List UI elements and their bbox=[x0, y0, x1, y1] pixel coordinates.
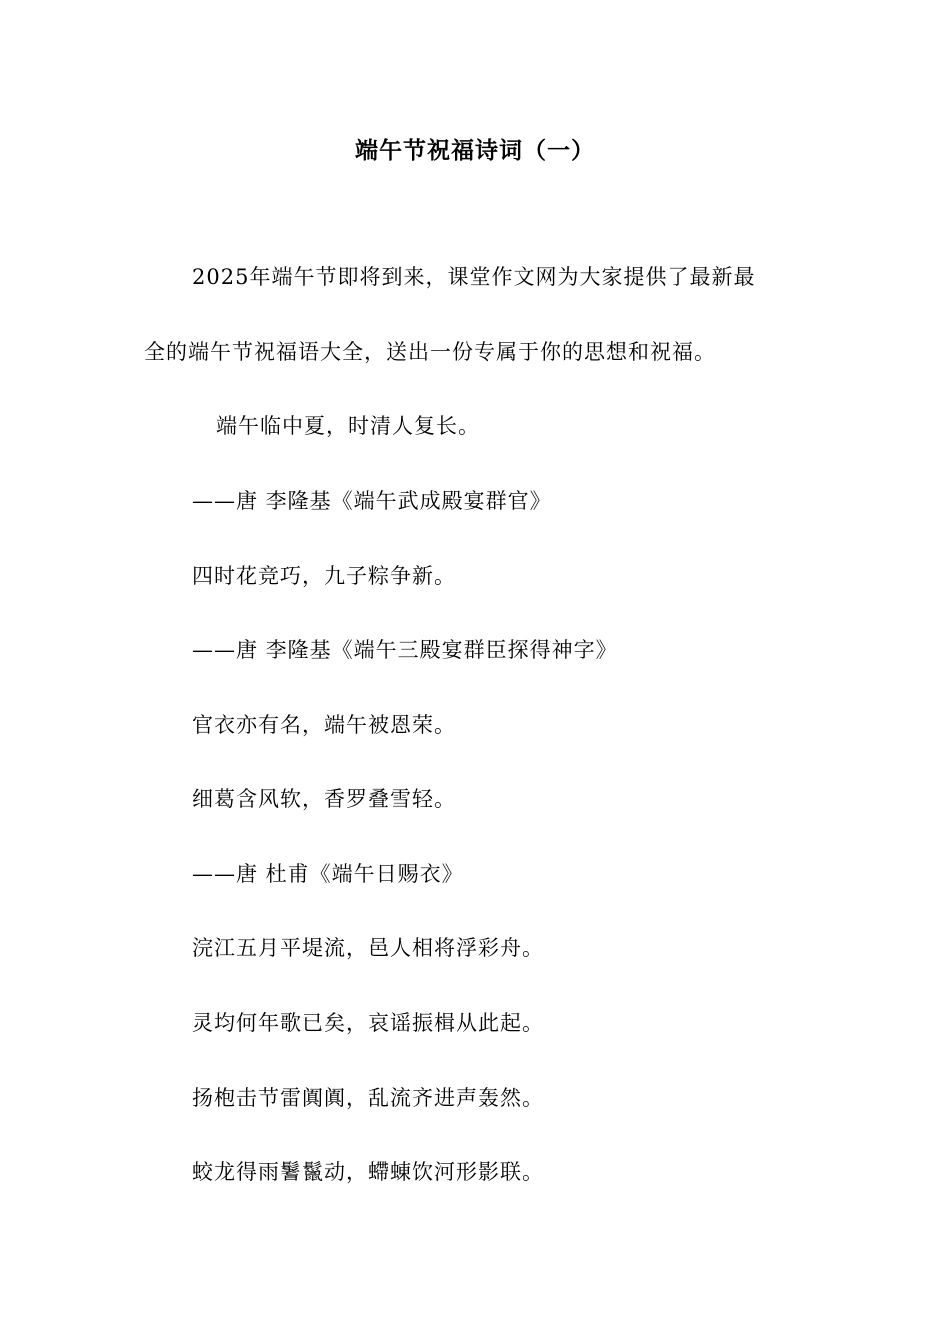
poem-line: 四时花竞巧，九子粽争新。 bbox=[192, 564, 456, 588]
poem-line: 蛟龙得雨鬐鬣动，螮蝀饮河形影联。 bbox=[192, 1160, 544, 1184]
poem-attribution: ——唐 李隆基《端午三殿宴群臣探得神字》 bbox=[192, 638, 618, 662]
intro-line-1: 2025年端午节即将到来，课堂作文网为大家提供了最新最 bbox=[192, 265, 756, 289]
poem-line: 端午临中夏，时清人复长。 bbox=[216, 414, 480, 438]
poem-attribution: ——唐 杜甫《端午日赐衣》 bbox=[192, 862, 464, 886]
poem-line: 浣江五月平堤流，邑人相将浮彩舟。 bbox=[192, 936, 544, 960]
poem-line: 灵均何年歌已矣，哀谣振楫从此起。 bbox=[192, 1011, 544, 1035]
poem-line: 细葛含风软，香罗叠雪轻。 bbox=[192, 787, 456, 811]
poem-line: 扬枹击节雷阗阗，乱流齐进声轰然。 bbox=[192, 1086, 544, 1110]
poem-line: 官衣亦有名，端午被恩荣。 bbox=[192, 713, 456, 737]
poem-attribution: ——唐 李隆基《端午武成殿宴群官》 bbox=[192, 489, 552, 513]
intro-line-2: 全的端午节祝福语大全，送出一份专属于你的思想和祝福。 bbox=[144, 340, 716, 364]
document-title: 端午节祝福诗词（一） bbox=[355, 137, 595, 164]
